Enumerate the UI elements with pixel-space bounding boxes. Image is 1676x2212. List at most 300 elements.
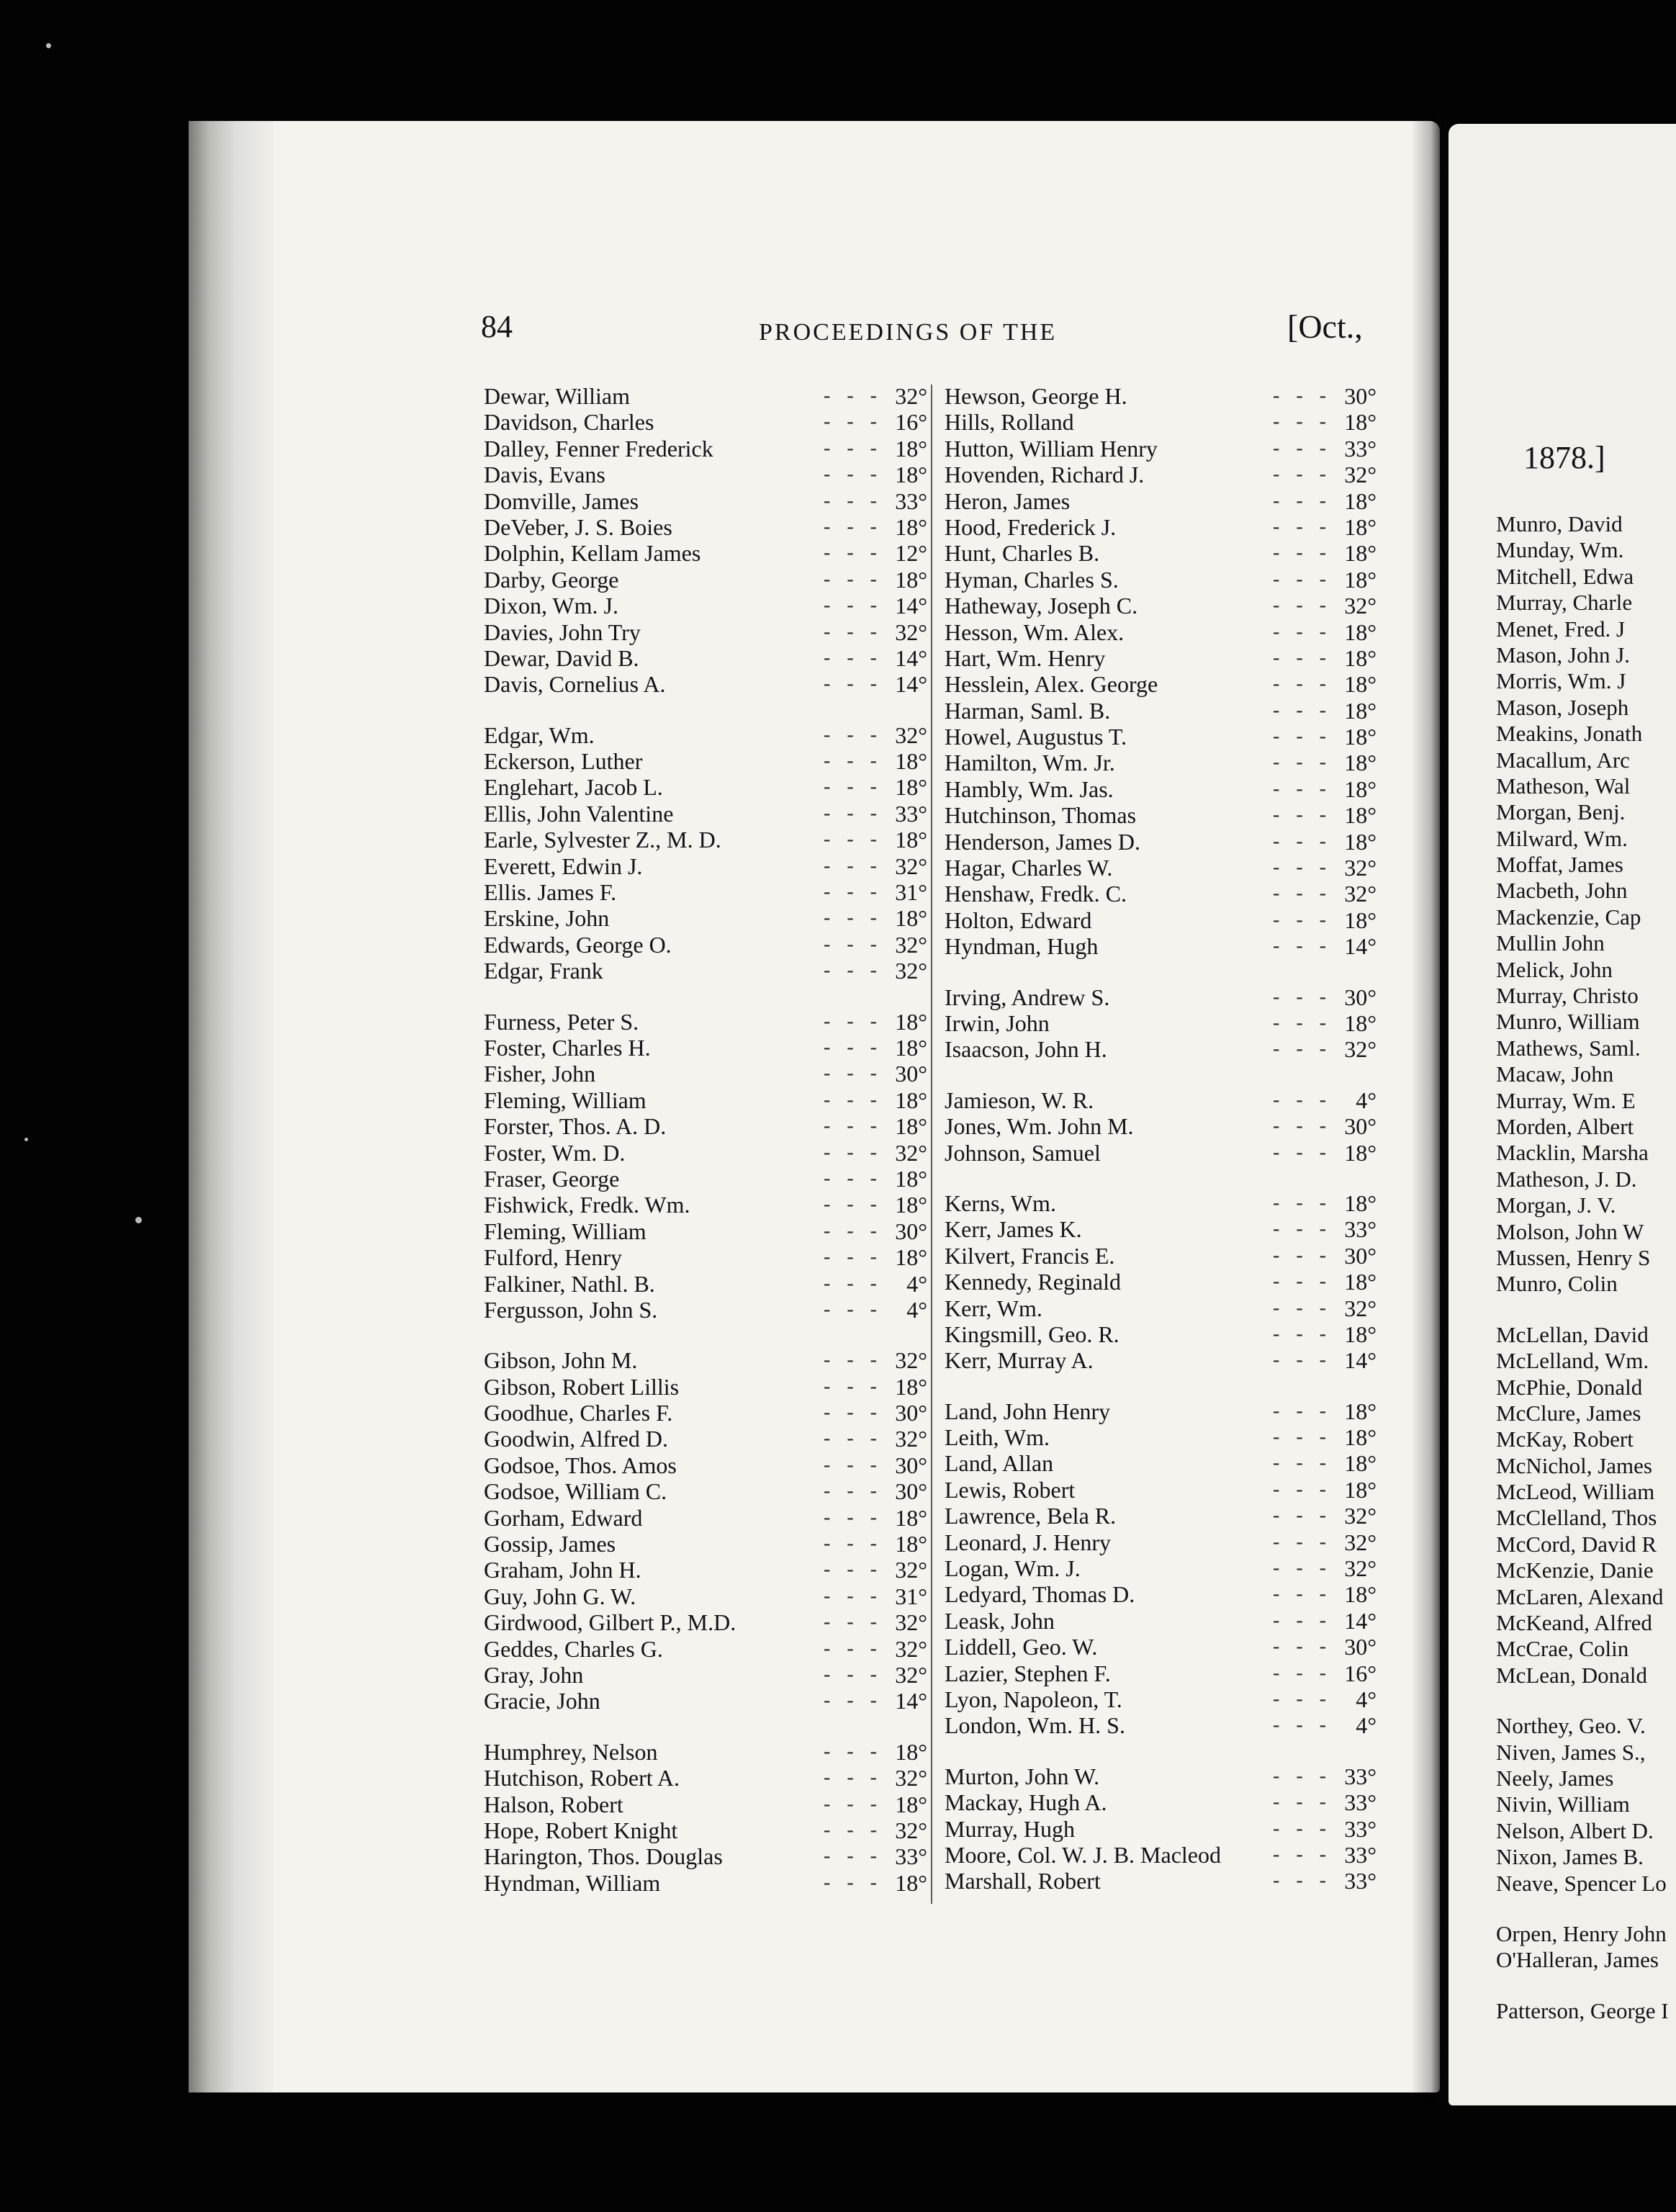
member-row bbox=[945, 1634, 1377, 1660]
leader-dashes: - - - bbox=[1273, 856, 1332, 879]
member-degree: 32° bbox=[1344, 1529, 1377, 1555]
member-degree: 30° bbox=[895, 1478, 927, 1505]
member-name: Goodhue, Charles F. bbox=[484, 1400, 680, 1426]
member-name: Goodwin, Alfred D. bbox=[484, 1426, 675, 1452]
member-degree: 32° bbox=[895, 1635, 927, 1662]
member-row bbox=[945, 802, 1377, 828]
member-name: Munro, William bbox=[1496, 1009, 1640, 1035]
member-name: Mathews, Saml. bbox=[1496, 1035, 1641, 1061]
member-name: Gibson, John M. bbox=[484, 1347, 644, 1373]
member-row bbox=[484, 1113, 927, 1139]
member-name: Davies, John Try bbox=[484, 619, 648, 645]
member-name: Dolphin, Kellam James bbox=[484, 540, 708, 566]
member-degree: 18° bbox=[895, 462, 927, 488]
leader-dashes: - - - bbox=[824, 463, 883, 486]
member-degree: 18° bbox=[1344, 1424, 1377, 1451]
leader-dashes: - - - bbox=[1273, 908, 1332, 931]
leader-dashes: - - - bbox=[824, 515, 883, 538]
member-name: Irwin, John bbox=[945, 1010, 1057, 1036]
leader-dashes: - - - bbox=[824, 1766, 883, 1789]
member-row bbox=[945, 1581, 1377, 1607]
member-name: Leask, John bbox=[945, 1608, 1062, 1634]
leader-dashes: - - - bbox=[824, 881, 883, 904]
member-name: Jones, Wm. John M. bbox=[945, 1113, 1141, 1139]
member-row bbox=[484, 593, 927, 619]
member-degree: 14° bbox=[895, 1688, 927, 1714]
member-row bbox=[945, 776, 1377, 802]
member-row bbox=[945, 409, 1377, 435]
member-name: Molson, John W bbox=[1496, 1218, 1644, 1244]
member-name: Hamilton, Wm. Jr. bbox=[945, 750, 1122, 775]
member-name: Forster, Thos. A. D. bbox=[484, 1113, 673, 1139]
member-row bbox=[484, 436, 927, 462]
member-name: Northey, Geo. V. bbox=[1496, 1713, 1646, 1739]
member-degree: 18° bbox=[895, 774, 927, 801]
member-name: Patterson, George I bbox=[1496, 1997, 1669, 2023]
member-degree: 32° bbox=[895, 1765, 927, 1791]
leader-dashes: - - - bbox=[824, 1427, 883, 1450]
member-name: Domville, James bbox=[484, 488, 646, 514]
member-name: Land, John Henry bbox=[945, 1398, 1117, 1424]
member-row bbox=[484, 1739, 927, 1765]
section-gap bbox=[945, 1166, 1377, 1190]
member-name: Ellis. James F. bbox=[484, 879, 623, 905]
scan-speck bbox=[24, 1138, 28, 1141]
leader-dashes: - - - bbox=[824, 828, 883, 851]
member-degree: 18° bbox=[1344, 409, 1377, 436]
section-gap bbox=[484, 1323, 927, 1347]
member-degree: 18° bbox=[895, 1244, 927, 1271]
scan-speck bbox=[135, 1217, 142, 1223]
member-row bbox=[484, 1297, 927, 1323]
member-name: Gossip, James bbox=[484, 1531, 623, 1557]
member-row bbox=[484, 958, 927, 984]
leader-dashes: - - - bbox=[1273, 1635, 1332, 1658]
member-name: Graham, John H. bbox=[484, 1557, 649, 1583]
member-name: Kerns, Wm. bbox=[945, 1190, 1063, 1216]
leader-dashes: - - - bbox=[824, 854, 883, 877]
member-row bbox=[484, 879, 927, 905]
member-name: Hood, Frederick J. bbox=[945, 514, 1123, 540]
member-row bbox=[484, 774, 927, 800]
member-name: Dewar, David B. bbox=[484, 645, 646, 671]
member-name: Isaacson, John H. bbox=[945, 1036, 1114, 1062]
leader-dashes: - - - bbox=[824, 410, 883, 433]
leader-dashes: - - - bbox=[824, 1062, 883, 1085]
member-degree: 31° bbox=[895, 1583, 927, 1609]
member-row bbox=[484, 1218, 927, 1244]
member-degree: 30° bbox=[895, 1061, 927, 1087]
member-row bbox=[484, 1688, 927, 1714]
member-row bbox=[484, 1478, 927, 1504]
leader-dashes: - - - bbox=[1273, 830, 1332, 853]
member-row bbox=[484, 567, 927, 593]
leader-dashes: - - - bbox=[824, 1298, 883, 1321]
leader-dashes: - - - bbox=[1273, 777, 1332, 800]
member-name: Edwards, George O. bbox=[484, 932, 679, 958]
member-degree: 18° bbox=[1344, 671, 1377, 698]
member-degree: 16° bbox=[895, 409, 927, 436]
member-name: Hyndman, William bbox=[484, 1870, 667, 1896]
member-name: Neely, James bbox=[1496, 1765, 1614, 1791]
leader-dashes: - - - bbox=[1273, 1244, 1332, 1267]
member-name: Meakins, Jonath bbox=[1496, 721, 1643, 747]
member-row bbox=[484, 1009, 927, 1035]
member-name: Hills, Rolland bbox=[945, 409, 1081, 435]
member-degree: 18° bbox=[1344, 775, 1377, 802]
leader-dashes: - - - bbox=[1273, 725, 1332, 748]
leader-dashes: - - - bbox=[824, 1141, 883, 1164]
member-degree: 33° bbox=[1344, 1815, 1377, 1842]
member-name: Everett, Edwin J. bbox=[484, 853, 649, 879]
member-degree: 18° bbox=[895, 1192, 927, 1218]
leader-dashes: - - - bbox=[824, 385, 883, 407]
member-row bbox=[945, 1503, 1377, 1529]
member-degree: 32° bbox=[1344, 462, 1377, 488]
member-name: Furness, Peter S. bbox=[484, 1009, 646, 1035]
member-degree: 16° bbox=[1344, 1660, 1377, 1686]
member-row bbox=[945, 593, 1377, 619]
member-row bbox=[484, 1061, 927, 1087]
member-row bbox=[484, 409, 927, 435]
column-divider bbox=[931, 385, 932, 1904]
member-degree: 30° bbox=[1344, 383, 1377, 409]
member-name: Leith, Wm. bbox=[945, 1424, 1057, 1450]
member-name: Mussen, Henry S bbox=[1496, 1244, 1651, 1270]
leader-dashes: - - - bbox=[1273, 1426, 1332, 1449]
leader-dashes: - - - bbox=[1273, 985, 1332, 1008]
member-degree: 30° bbox=[1344, 984, 1377, 1010]
member-row bbox=[945, 1295, 1377, 1321]
leader-dashes: - - - bbox=[1273, 1557, 1332, 1580]
member-name: Macklin, Marsha bbox=[1496, 1140, 1649, 1166]
member-row bbox=[484, 1452, 927, 1478]
member-name: Halson, Robert bbox=[484, 1791, 631, 1817]
member-degree: 14° bbox=[895, 644, 927, 671]
member-name: Hewson, George H. bbox=[945, 383, 1135, 409]
section-gap bbox=[484, 698, 927, 722]
member-degree: 18° bbox=[895, 905, 927, 932]
member-degree: 32° bbox=[895, 619, 927, 645]
member-name: Macallum, Arc bbox=[1496, 747, 1630, 773]
member-row bbox=[945, 1763, 1377, 1789]
member-degree: 18° bbox=[895, 748, 927, 775]
member-name: Kerr, Murray A. bbox=[945, 1347, 1101, 1373]
member-name: McPhie, Donald bbox=[1496, 1374, 1643, 1400]
member-name: Fisher, John bbox=[484, 1061, 603, 1087]
page-stack-edge bbox=[189, 121, 274, 2092]
leader-dashes: - - - bbox=[824, 723, 883, 746]
leader-dashes: - - - bbox=[1273, 1661, 1332, 1684]
member-name: Englehart, Jacob L. bbox=[484, 774, 670, 800]
member-degree: 18° bbox=[895, 1738, 927, 1765]
member-name: McClure, James bbox=[1496, 1400, 1641, 1426]
member-name: Murray, Hugh bbox=[945, 1816, 1082, 1842]
member-name: Moore, Col. W. J. B. Macleod bbox=[945, 1842, 1228, 1868]
member-degree: 18° bbox=[1344, 907, 1377, 933]
member-name: Melick, John bbox=[1496, 956, 1613, 982]
member-degree: 30° bbox=[1344, 1242, 1377, 1269]
member-name: Morden, Albert bbox=[1496, 1113, 1634, 1139]
member-degree: 32° bbox=[1344, 1036, 1377, 1063]
member-row bbox=[945, 1269, 1377, 1295]
member-degree: 33° bbox=[895, 487, 927, 514]
member-row bbox=[945, 1424, 1377, 1450]
member-name: Land, Allan bbox=[945, 1450, 1060, 1476]
member-degree: 32° bbox=[895, 958, 927, 984]
member-row bbox=[484, 671, 927, 697]
leader-dashes: - - - bbox=[1273, 882, 1332, 905]
leader-dashes: - - - bbox=[824, 436, 883, 459]
member-row bbox=[945, 671, 1377, 697]
member-degree: 18° bbox=[1344, 1398, 1377, 1424]
leader-dashes: - - - bbox=[1273, 463, 1332, 486]
member-row bbox=[945, 1450, 1377, 1476]
leader-dashes: - - - bbox=[824, 646, 883, 669]
member-row bbox=[484, 462, 927, 487]
member-row bbox=[945, 1087, 1377, 1113]
member-name: Hagar, Charles W. bbox=[945, 855, 1119, 881]
leader-dashes: - - - bbox=[824, 1584, 883, 1607]
member-name: Foster, Charles H. bbox=[484, 1035, 658, 1061]
leader-dashes: - - - bbox=[1273, 1218, 1332, 1241]
member-name: Morgan, J. V. bbox=[1496, 1192, 1616, 1218]
member-name: Fulford, Henry bbox=[484, 1244, 629, 1270]
scan-speck bbox=[46, 43, 51, 48]
member-name: McLean, Donald bbox=[1496, 1662, 1648, 1688]
member-name: McKeand, Alfred bbox=[1496, 1610, 1652, 1636]
member-degree: 14° bbox=[895, 671, 927, 698]
member-name: Hope, Robert Knight bbox=[484, 1817, 685, 1843]
member-row bbox=[484, 383, 927, 409]
member-name: Fleming, William bbox=[484, 1218, 654, 1244]
member-row bbox=[484, 1557, 927, 1583]
member-degree: 18° bbox=[895, 827, 927, 853]
member-row bbox=[945, 1555, 1377, 1581]
leader-dashes: - - - bbox=[824, 620, 883, 643]
leader-dashes: - - - bbox=[1273, 1115, 1332, 1138]
member-name: Matheson, Wal bbox=[1496, 773, 1631, 799]
member-row bbox=[484, 1087, 927, 1113]
member-row bbox=[484, 801, 927, 827]
member-row bbox=[484, 514, 927, 540]
leader-dashes: - - - bbox=[1273, 1817, 1332, 1840]
leader-dashes: - - - bbox=[824, 1115, 883, 1138]
leader-dashes: - - - bbox=[1273, 804, 1332, 827]
member-name: Hutton, William Henry bbox=[945, 436, 1165, 462]
member-degree: 18° bbox=[895, 1165, 927, 1192]
member-row bbox=[484, 1347, 927, 1373]
leader-dashes: - - - bbox=[1273, 646, 1332, 669]
member-degree: 30° bbox=[1344, 1634, 1377, 1660]
leader-dashes: - - - bbox=[1273, 1764, 1332, 1787]
member-row bbox=[945, 1712, 1377, 1738]
member-name: Lewis, Robert bbox=[945, 1477, 1082, 1503]
member-name: Geddes, Charles G. bbox=[484, 1636, 670, 1662]
leader-dashes: - - - bbox=[824, 541, 883, 565]
leader-dashes: - - - bbox=[824, 1246, 883, 1269]
leader-dashes: - - - bbox=[824, 1349, 883, 1372]
leader-dashes: - - - bbox=[1273, 1583, 1332, 1606]
member-degree: 33° bbox=[1344, 1789, 1377, 1816]
member-row bbox=[945, 436, 1377, 462]
member-degree: 18° bbox=[1344, 513, 1377, 540]
leader-dashes: - - - bbox=[824, 907, 883, 930]
member-name: Howel, Augustus T. bbox=[945, 724, 1134, 750]
member-row bbox=[945, 1321, 1377, 1347]
member-row bbox=[945, 855, 1377, 881]
member-name: Humphrey, Nelson bbox=[484, 1739, 664, 1765]
member-name: Milward, Wm. bbox=[1496, 825, 1628, 851]
member-name: Gibson, Robert Lillis bbox=[484, 1374, 686, 1400]
member-name: Macaw, John bbox=[1496, 1061, 1614, 1087]
member-row bbox=[484, 1192, 927, 1218]
member-name: Johnson, Samuel bbox=[945, 1140, 1108, 1166]
leader-dashes: - - - bbox=[1273, 1088, 1332, 1111]
leader-dashes: - - - bbox=[824, 1871, 883, 1894]
section-gap bbox=[1496, 1974, 1676, 1998]
member-row bbox=[484, 1400, 927, 1426]
member-name: Lyon, Napoleon, T. bbox=[945, 1686, 1130, 1712]
member-row bbox=[484, 853, 927, 879]
member-name: Hunt, Charles B. bbox=[945, 540, 1107, 566]
leader-dashes: - - - bbox=[1273, 385, 1332, 407]
running-title: PROCEEDINGS OF THE bbox=[759, 319, 1058, 346]
member-name: Harman, Saml. B. bbox=[945, 698, 1117, 724]
member-row bbox=[945, 645, 1377, 671]
member-row bbox=[484, 827, 927, 853]
leader-dashes: - - - bbox=[824, 1506, 883, 1529]
member-name: Hesslein, Alex. George bbox=[945, 671, 1165, 697]
member-name: Leonard, J. Henry bbox=[945, 1529, 1118, 1555]
member-degree: 32° bbox=[1344, 1295, 1377, 1321]
member-degree: 32° bbox=[895, 1139, 927, 1166]
member-name: McKenzie, Danie bbox=[1496, 1557, 1654, 1583]
member-degree: 32° bbox=[1344, 881, 1377, 907]
member-degree: 4° bbox=[906, 1270, 927, 1297]
member-degree: 18° bbox=[1344, 802, 1377, 829]
leader-dashes: - - - bbox=[824, 1818, 883, 1841]
member-degree: 14° bbox=[1344, 1347, 1377, 1374]
member-row bbox=[484, 905, 927, 931]
leader-dashes: - - - bbox=[1273, 1687, 1332, 1710]
member-row bbox=[945, 1608, 1377, 1634]
leader-dashes: - - - bbox=[824, 1193, 883, 1216]
member-name: Lazier, Stephen F. bbox=[945, 1660, 1118, 1686]
member-name: Henderson, James D. bbox=[945, 829, 1148, 855]
member-name: Godsoe, William C. bbox=[484, 1478, 674, 1504]
member-name: McKay, Robert bbox=[1496, 1426, 1634, 1452]
member-degree: 18° bbox=[895, 1087, 927, 1113]
member-name: Liddell, Geo. W. bbox=[945, 1634, 1104, 1660]
leader-dashes: - - - bbox=[1273, 620, 1332, 643]
member-degree: 14° bbox=[1344, 933, 1377, 960]
member-row bbox=[484, 1843, 927, 1869]
member-row bbox=[945, 1842, 1377, 1868]
leader-dashes: - - - bbox=[824, 1219, 883, 1242]
member-row bbox=[945, 1113, 1377, 1139]
member-name: DeVeber, J. S. Boies bbox=[484, 514, 680, 540]
member-degree: 18° bbox=[1344, 1450, 1377, 1477]
member-row bbox=[945, 1868, 1377, 1894]
member-degree: 32° bbox=[1344, 855, 1377, 881]
member-name: Murray, Wm. E bbox=[1496, 1087, 1636, 1113]
leader-dashes: - - - bbox=[1273, 1478, 1332, 1501]
member-name: Kingsmill, Geo. R. bbox=[945, 1321, 1127, 1347]
leader-dashes: - - - bbox=[1273, 1011, 1332, 1034]
member-row bbox=[945, 1477, 1377, 1503]
member-name: Henshaw, Fredk. C. bbox=[945, 881, 1134, 907]
member-name: McLeod, William bbox=[1496, 1479, 1655, 1505]
member-name: Dewar, William bbox=[484, 383, 637, 409]
member-column-facing bbox=[1496, 511, 1676, 2024]
member-row bbox=[945, 514, 1377, 540]
member-degree: 30° bbox=[895, 1400, 927, 1426]
leader-dashes: - - - bbox=[1273, 1038, 1332, 1061]
member-name: Munday, Wm. bbox=[1496, 537, 1624, 563]
member-row bbox=[945, 1816, 1377, 1842]
member-degree: 33° bbox=[1344, 435, 1377, 462]
leader-dashes: - - - bbox=[824, 1532, 883, 1555]
member-degree: 32° bbox=[895, 1609, 927, 1636]
member-name: Menet, Fred. J bbox=[1496, 616, 1626, 642]
member-degree: 18° bbox=[895, 1531, 927, 1557]
member-row bbox=[945, 933, 1377, 959]
member-degree: 18° bbox=[1344, 644, 1377, 671]
leader-dashes: - - - bbox=[1273, 1843, 1332, 1866]
leader-dashes: - - - bbox=[1273, 489, 1332, 512]
section-gap bbox=[945, 960, 1377, 984]
member-row bbox=[484, 722, 927, 748]
member-name: Harington, Thos. Douglas bbox=[484, 1843, 730, 1869]
member-row bbox=[945, 1660, 1377, 1686]
member-degree: 18° bbox=[895, 1034, 927, 1061]
member-degree: 18° bbox=[1344, 1139, 1377, 1166]
member-row bbox=[484, 488, 927, 514]
member-row bbox=[945, 1243, 1377, 1269]
leader-dashes: - - - bbox=[1273, 935, 1332, 958]
member-row bbox=[484, 1791, 927, 1817]
leader-dashes: - - - bbox=[1273, 541, 1332, 565]
section-gap bbox=[1496, 1897, 1676, 1921]
member-name: Falkiner, Nathl. B. bbox=[484, 1271, 662, 1297]
member-name: Mackay, Hugh A. bbox=[945, 1789, 1114, 1815]
member-row bbox=[945, 1789, 1377, 1815]
member-row bbox=[945, 750, 1377, 775]
member-name: Eckerson, Luther bbox=[484, 748, 649, 774]
member-name: O'Halleran, James bbox=[1496, 1947, 1659, 1973]
member-degree: 18° bbox=[895, 1504, 927, 1531]
leader-dashes: - - - bbox=[824, 1010, 883, 1033]
member-degree: 4° bbox=[1356, 1087, 1377, 1113]
member-degree: 4° bbox=[1356, 1712, 1377, 1739]
book-gutter bbox=[1411, 115, 1447, 2103]
member-row bbox=[945, 1216, 1377, 1242]
page-number: 84 bbox=[481, 309, 513, 344]
member-name: Nelson, Albert D. bbox=[1496, 1817, 1654, 1843]
leader-dashes: - - - bbox=[1273, 1322, 1332, 1345]
leader-dashes: - - - bbox=[824, 567, 883, 590]
leader-dashes: - - - bbox=[824, 1166, 883, 1190]
member-degree: 18° bbox=[1344, 697, 1377, 724]
member-name: Mackenzie, Cap bbox=[1496, 904, 1641, 930]
member-row bbox=[484, 1271, 927, 1297]
member-degree: 32° bbox=[1344, 1555, 1377, 1582]
member-row bbox=[484, 1244, 927, 1270]
member-name: Murton, John W. bbox=[945, 1763, 1107, 1789]
member-row bbox=[484, 1166, 927, 1192]
member-name: Munro, Colin bbox=[1496, 1271, 1618, 1297]
